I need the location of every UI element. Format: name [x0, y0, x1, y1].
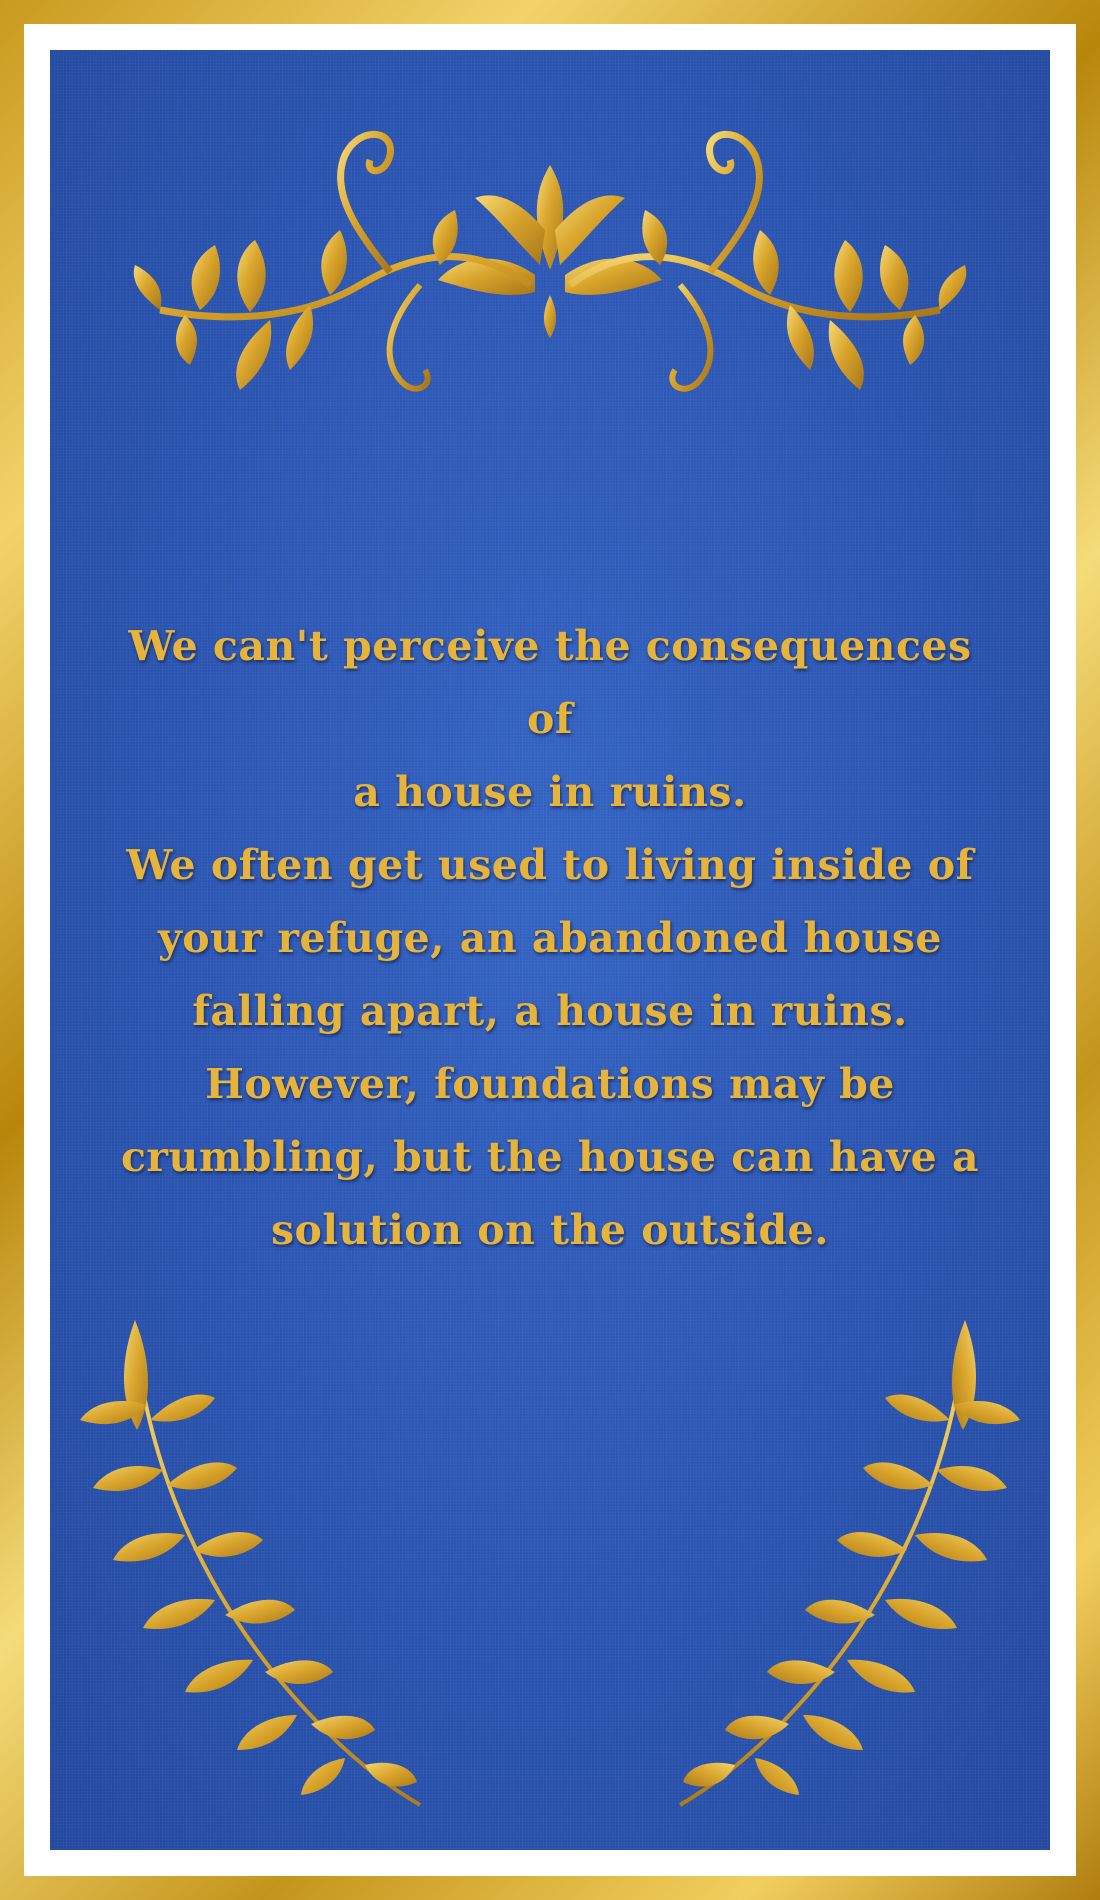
quote-line: We can't perceive the consequences of: [128, 622, 972, 743]
quote-line: solution on the outside.: [270, 1206, 830, 1254]
floral-ornament-icon: [90, 80, 1010, 410]
quote-line: your refuge, an abandoned house: [157, 914, 943, 962]
laurel-left-icon: [75, 1310, 455, 1830]
quote-line: We often get used to living inside of: [126, 841, 974, 889]
quote-line: crumbling, but the house can have a: [120, 1133, 980, 1181]
quote-text: [120, 610, 980, 1267]
quote-line: falling apart, a house in ruins.: [192, 987, 908, 1035]
blue-panel: [50, 50, 1050, 1850]
laurel-right-icon: [645, 1310, 1025, 1830]
quote-line: However, foundations may be: [205, 1060, 895, 1108]
quote-line: a house in ruins.: [353, 768, 747, 816]
